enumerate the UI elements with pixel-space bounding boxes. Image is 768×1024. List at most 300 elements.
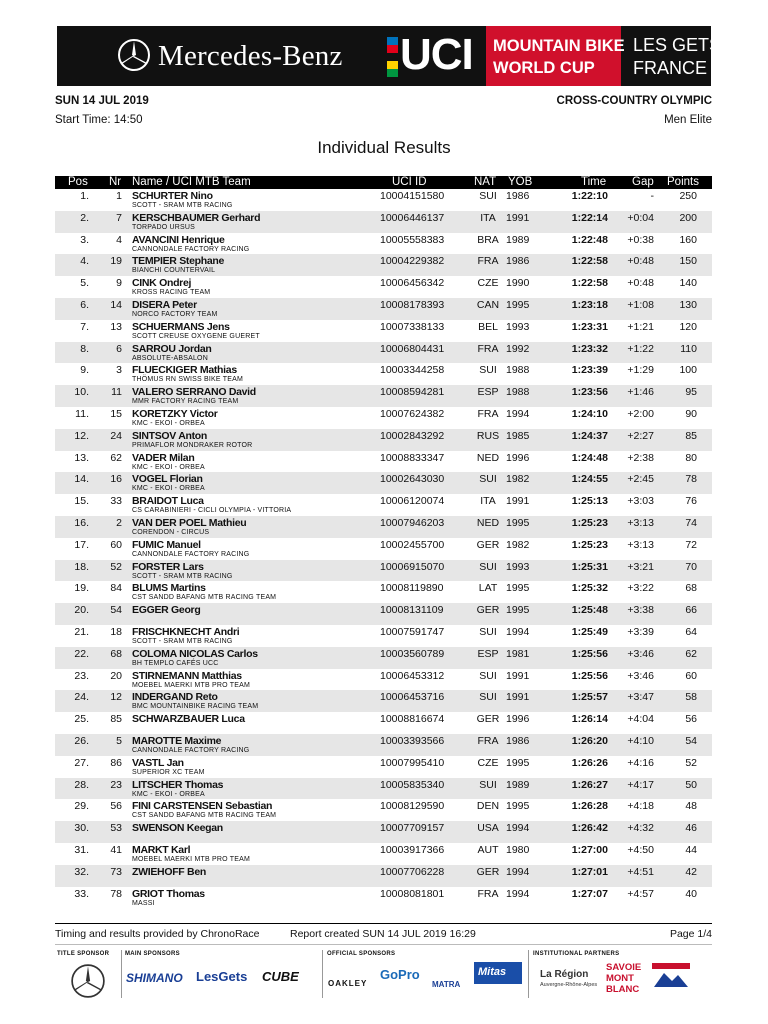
uci-id: 10008119890 (380, 582, 444, 595)
savoie-logo: SAVOIE (606, 962, 642, 973)
table-row (55, 712, 712, 734)
row-pos: 18. (74, 560, 89, 573)
time-gap: - (650, 190, 654, 202)
year-of-birth: 1995 (506, 800, 530, 813)
time-gap: +4:18 (627, 800, 654, 813)
year-of-birth: 1995 (506, 604, 530, 617)
race-category: Men Elite (664, 114, 712, 126)
row-nr: 56 (110, 800, 122, 813)
points: 70 (685, 560, 697, 573)
uci-id: 10006120074 (380, 495, 445, 508)
finish-time: 1:26:26 (571, 756, 608, 769)
row-nr: 86 (110, 756, 122, 769)
row-nr: 84 (110, 582, 122, 595)
report-created: Report created SUN 14 JUL 2019 16:29 (290, 928, 476, 940)
row-nr: 53 (110, 822, 122, 835)
points: 56 (685, 713, 697, 726)
nationality: SUI (479, 626, 497, 638)
row-nr: 6 (116, 342, 122, 355)
time-gap: +1:22 (627, 342, 654, 355)
table-row (55, 603, 712, 625)
row-nr: 2 (116, 517, 122, 529)
team-name: CANNONDALE FACTORY RACING (132, 245, 250, 253)
uci-id: 10008131109 (380, 604, 444, 617)
finish-time: 1:25:56 (571, 647, 608, 660)
finish-time: 1:25:48 (571, 604, 608, 617)
team-name: CANNONDALE FACTORY RACING (132, 747, 250, 754)
col-yob: YOB (508, 176, 533, 188)
points: 40 (685, 887, 697, 900)
team-name: CST SANDD BAFANG MTB RACING TEAM (132, 594, 277, 602)
table-row (55, 494, 712, 516)
row-pos: 29. (74, 800, 89, 813)
uci-id: 10007624382 (380, 408, 445, 420)
rider-name: BRAIDOT Luca (132, 495, 204, 508)
finish-time: 1:24:48 (571, 451, 608, 464)
points: 90 (685, 408, 697, 420)
uci-id: 10007946203 (380, 517, 445, 529)
row-nr: 78 (110, 887, 122, 900)
mercedes-star-icon (117, 38, 151, 72)
uci-id: 10007338133 (380, 320, 445, 333)
rider-name: FORSTER Lars (132, 560, 204, 573)
uci-id: 10007709157 (380, 822, 445, 835)
team-name: CANNONDALE FACTORY RACING (132, 550, 250, 558)
time-gap: +3:38 (627, 604, 654, 617)
sponsor-divider (528, 950, 529, 998)
nationality: FRA (477, 342, 499, 355)
rider-name: AVANCINI Henrique (132, 233, 225, 246)
finish-time: 1:27:00 (571, 844, 608, 856)
year-of-birth: 1985 (506, 429, 530, 442)
rider-name: KORETZKY Victor (132, 408, 218, 420)
finish-time: 1:25:13 (571, 495, 608, 508)
table-row (55, 734, 712, 756)
matra-logo: MATRA (432, 980, 461, 989)
nationality: GER (476, 713, 500, 726)
team-name: MOEBEL MAERKI MTB PRO TEAM (132, 856, 250, 863)
rider-name: COLOMA NICOLAS Carlos (132, 647, 258, 660)
table-row (55, 363, 712, 385)
year-of-birth: 1986 (506, 735, 530, 747)
time-gap: +1:29 (627, 364, 654, 377)
points: 44 (685, 844, 697, 856)
row-pos: 27. (74, 756, 89, 769)
col-points: Points (667, 176, 699, 188)
team-name: CST SANDD BAFANG MTB RACING TEAM (132, 812, 277, 820)
col-uci-id: UCI ID (392, 176, 427, 188)
team-name: BMC MOUNTAINBIKE RACING TEAM (132, 703, 259, 711)
rider-name: VALERO SERRANO David (132, 386, 256, 399)
team-name: BH TEMPLO CAFÉS UCC (132, 659, 219, 667)
uci-id: 10008816674 (380, 713, 445, 726)
row-nr: 13 (110, 320, 122, 333)
team-name: PRIMAFLOR MONDRAKER ROTOR (132, 441, 253, 449)
rider-name: SCHWARZBAUER Luca (132, 713, 245, 726)
points: 78 (685, 473, 697, 486)
rider-name: FLUECKIGER Mathias (132, 364, 237, 377)
mont-logo: MONT (606, 973, 634, 984)
row-pos: 8. (80, 342, 89, 355)
nationality: BRA (477, 233, 499, 246)
row-pos: 13. (74, 451, 89, 464)
points: 46 (685, 822, 697, 835)
points: 100 (679, 364, 697, 377)
uci-id: 10003344258 (380, 364, 445, 377)
finish-time: 1:25:23 (571, 517, 608, 529)
gopro-logo: GoPro (380, 967, 420, 982)
points: 110 (680, 342, 697, 355)
row-pos: 19. (74, 582, 89, 595)
year-of-birth: 1994 (506, 408, 530, 420)
rider-name: SCHUERMANS Jens (132, 320, 230, 333)
time-gap: +4:16 (627, 756, 654, 769)
col-pos: Pos (68, 176, 88, 188)
time-gap: +0:38 (627, 233, 654, 246)
rider-name: DISERA Peter (132, 299, 197, 311)
institutional-partners-label: INSTITUTIONAL PARTNERS (533, 951, 620, 957)
row-nr: 60 (110, 538, 122, 551)
nationality: LAT (478, 582, 498, 595)
team-name: CORENDON - CIRCUS (132, 529, 210, 536)
points: 52 (685, 756, 697, 769)
year-of-birth: 1988 (506, 386, 530, 399)
row-nr: 16 (110, 473, 122, 486)
row-pos: 30. (74, 822, 89, 835)
row-pos: 31. (74, 844, 89, 856)
time-gap: +1:08 (627, 299, 654, 311)
cube-logo: CUBE (262, 969, 299, 984)
title-sponsor-wordmark: Mercedes-Benz (158, 40, 343, 72)
rider-name: MAROTTE Maxime (132, 735, 222, 747)
la-region-logo: La Région (540, 969, 589, 980)
rider-name: SARROU Jordan (132, 342, 212, 355)
row-pos: 4. (80, 255, 89, 268)
rider-name: GRIOT Thomas (132, 887, 205, 900)
time-gap: +0:04 (627, 211, 654, 224)
time-gap: +4:51 (627, 865, 654, 878)
footer-rule (55, 923, 712, 924)
col-nr: Nr (109, 176, 122, 188)
table-row (55, 756, 712, 778)
nationality: GER (476, 538, 500, 551)
finish-time: 1:22:48 (571, 233, 608, 246)
col-gap: Gap (632, 176, 654, 188)
nationality: SUI (479, 190, 497, 202)
uci-id: 10003393566 (380, 735, 445, 747)
rider-name: SCHURTER Nino (132, 190, 213, 202)
team-name: ABSOLUTE-ABSALON (132, 354, 208, 362)
uci-id: 10006804431 (380, 342, 445, 355)
la-region-subtitle: Auvergne-Rhône-Alpes (540, 982, 598, 988)
uci-id: 10006453312 (380, 669, 445, 682)
points: 62 (685, 647, 697, 660)
finish-time: 1:24:55 (571, 473, 608, 486)
time-gap: +3:46 (627, 647, 654, 660)
row-pos: 6. (80, 299, 89, 311)
col-nat: NAT (474, 176, 497, 188)
team-name: SCOTT - SRAM MTB RACING (132, 202, 233, 209)
rider-name: ZWIEHOFF Ben (132, 865, 206, 878)
row-pos: 32. (74, 865, 89, 878)
row-nr: 19 (110, 255, 122, 268)
year-of-birth: 1981 (506, 647, 530, 660)
finish-time: 1:26:27 (571, 778, 608, 791)
table-row (55, 865, 712, 887)
race-date: SUN 14 JUL 2019 (55, 95, 149, 107)
finish-time: 1:22:14 (571, 211, 608, 224)
team-name: KMC - EKOI - ORBEA (132, 463, 205, 471)
year-of-birth: 1992 (506, 342, 530, 355)
time-gap: +3:22 (627, 582, 654, 595)
points: 160 (679, 233, 697, 246)
team-name: CS CARABINIERI - CICLI OLYMPIA - VITTORIA (132, 507, 292, 515)
row-pos: 21. (74, 626, 89, 638)
time-gap: +3:13 (627, 517, 654, 529)
uci-id: 10007706228 (380, 865, 445, 878)
row-nr: 24 (110, 429, 122, 442)
row-pos: 7. (80, 320, 89, 333)
points: 60 (685, 669, 697, 682)
row-nr: 73 (110, 865, 122, 878)
start-time: Start Time: 14:50 (55, 114, 143, 126)
nationality: SUI (479, 560, 497, 573)
table-row (55, 189, 712, 211)
time-gap: +3:39 (627, 626, 654, 638)
row-pos: 15. (74, 495, 89, 508)
time-gap: +2:27 (627, 429, 654, 442)
rider-name: BLUMS Martins (132, 582, 206, 595)
points: 74 (685, 517, 697, 529)
finish-time: 1:23:32 (571, 342, 608, 355)
year-of-birth: 1995 (506, 299, 530, 311)
row-pos: 11. (75, 408, 89, 420)
year-of-birth: 1996 (506, 451, 530, 464)
finish-time: 1:27:01 (571, 865, 608, 878)
team-name: KROSS RACING TEAM (132, 289, 211, 297)
finish-time: 1:26:42 (571, 822, 608, 835)
rider-name: TEMPIER Stephane (132, 255, 225, 268)
nationality: BEL (478, 320, 498, 333)
row-nr: 52 (110, 560, 122, 573)
year-of-birth: 1995 (506, 517, 530, 529)
table-row (55, 887, 712, 909)
uci-id: 10007591747 (380, 626, 445, 638)
points: 120 (679, 320, 697, 333)
timing-provider: Timing and results provided by ChronoRace (55, 928, 260, 940)
row-nr: 9 (116, 277, 122, 290)
blanc-logo: BLANC (606, 984, 640, 995)
points: 130 (679, 299, 697, 311)
row-nr: 15 (110, 408, 122, 420)
event-name-line1: MOUNTAIN BIKE (493, 37, 625, 55)
time-gap: +3:46 (627, 669, 654, 682)
team-name: MOEBEL MAERKI MTB PRO TEAM (132, 681, 250, 689)
uci-id: 10008129590 (380, 800, 445, 813)
table-row (55, 821, 712, 843)
finish-time: 1:26:20 (571, 735, 608, 747)
points: 50 (685, 778, 697, 791)
uci-id: 10006915070 (380, 560, 445, 573)
finish-time: 1:24:37 (571, 429, 608, 442)
finish-time: 1:23:18 (571, 299, 608, 311)
year-of-birth: 1993 (506, 320, 530, 333)
finish-time: 1:23:31 (571, 320, 608, 333)
year-of-birth: 1989 (506, 778, 530, 791)
uci-id: 10005558383 (380, 233, 445, 246)
team-name: MMR FACTORY RACING TEAM (132, 398, 239, 406)
nationality: NED (476, 517, 500, 529)
row-nr: 1 (116, 190, 122, 202)
sponsor-rule (55, 944, 712, 945)
nationality: USA (477, 822, 499, 835)
rider-name: INDERGAND Reto (132, 691, 218, 704)
row-nr: 68 (110, 647, 122, 660)
table-row (55, 516, 712, 538)
lesgets-logo: LesGets (196, 969, 248, 984)
table-row (55, 342, 712, 364)
team-name: NORCO FACTORY TEAM (132, 311, 218, 318)
row-pos: 12. (74, 429, 89, 442)
points: 95 (685, 386, 697, 399)
row-pos: 26. (74, 735, 89, 747)
uci-id: 10007995410 (380, 756, 445, 769)
row-nr: 5 (116, 735, 122, 747)
points: 64 (685, 626, 697, 638)
team-name: TORPADO URSUS (132, 223, 196, 231)
points: 66 (685, 604, 697, 617)
row-pos: 33. (74, 887, 89, 900)
row-pos: 23. (74, 669, 89, 682)
nationality: CZE (477, 277, 499, 290)
table-row (55, 799, 712, 821)
time-gap: +4:10 (627, 735, 654, 747)
uci-id: 10008178393 (380, 299, 445, 311)
oakley-logo: OAKLEY (328, 979, 368, 988)
sponsor-divider (121, 950, 122, 998)
table-row (55, 560, 712, 582)
official-sponsors-label: OFFICIAL SPONSORS (327, 951, 396, 957)
table-row (55, 451, 712, 473)
row-pos: 16. (74, 517, 89, 529)
uci-id: 10005835340 (380, 778, 445, 791)
finish-time: 1:25:32 (571, 582, 608, 595)
year-of-birth: 1986 (506, 190, 530, 202)
row-pos: 24. (74, 691, 89, 704)
rider-name: MARKT Karl (132, 844, 191, 856)
row-nr: 20 (110, 669, 122, 682)
points: 42 (685, 865, 697, 878)
year-of-birth: 1995 (506, 756, 530, 769)
finish-time: 1:26:28 (571, 800, 608, 813)
uci-rainbow-stripes (387, 37, 398, 77)
uci-id: 10006456342 (380, 277, 445, 290)
team-name: KMC - EKOI - ORBEA (132, 485, 205, 493)
nationality: DEN (476, 800, 500, 813)
team-name: KMC - EKOI - ORBEA (132, 420, 205, 427)
row-nr: 41 (110, 844, 122, 856)
points: 85 (685, 429, 697, 442)
row-nr: 23 (110, 778, 122, 791)
row-nr: 12 (110, 691, 122, 704)
table-row (55, 320, 712, 342)
rider-name: SINTSOV Anton (132, 429, 208, 442)
col-time: Time (581, 176, 607, 188)
time-gap: +2:45 (627, 473, 654, 486)
finish-time: 1:23:39 (571, 364, 608, 377)
team-name: SUPERIOR XC TEAM (132, 768, 205, 776)
row-nr: 18 (110, 626, 122, 638)
venue-line2: FRANCE (633, 58, 708, 78)
nationality: RUS (476, 429, 500, 442)
finish-time: 1:25:23 (571, 538, 608, 551)
uci-id: 10004229382 (380, 255, 445, 268)
nationality: GER (476, 865, 500, 878)
shimano-logo: SHIMANO (126, 971, 183, 985)
finish-time: 1:26:14 (571, 713, 608, 726)
table-row (55, 407, 712, 429)
points: 76 (685, 495, 697, 508)
uci-id: 10002643030 (380, 473, 445, 486)
col-name: Name / UCI MTB Team (132, 176, 251, 188)
finish-time: 1:22:58 (571, 277, 608, 290)
points: 58 (685, 691, 697, 704)
finish-time: 1:25:57 (571, 691, 608, 704)
table-row (55, 843, 712, 865)
row-nr: 85 (110, 713, 122, 726)
team-name: BIANCHI COUNTERVAIL (132, 267, 216, 275)
finish-time: 1:25:49 (571, 626, 608, 638)
finish-time: 1:22:10 (571, 190, 608, 202)
nationality: SUI (479, 364, 497, 377)
uci-id: 10004151580 (380, 190, 445, 202)
table-row (55, 211, 712, 233)
points: 54 (685, 735, 697, 747)
race-discipline: CROSS-COUNTRY OLYMPIC (556, 95, 712, 107)
points: 48 (685, 800, 697, 813)
row-nr: 11 (111, 386, 122, 399)
row-nr: 33 (110, 495, 122, 508)
rider-name: VADER Milan (132, 451, 195, 464)
row-pos: 14. (74, 473, 89, 486)
row-pos: 22. (74, 647, 89, 660)
nationality: SUI (479, 778, 497, 791)
row-pos: 1. (80, 190, 89, 202)
year-of-birth: 1980 (506, 844, 530, 856)
table-row (55, 472, 712, 494)
team-name: KMC - EKOI - ORBEA (132, 790, 205, 798)
rider-name: VOGEL Florian (132, 473, 203, 486)
time-gap: +4:17 (627, 778, 654, 791)
time-gap: +4:57 (627, 887, 654, 900)
nationality: FRA (477, 735, 499, 747)
row-nr: 3 (116, 364, 122, 377)
table-header (55, 176, 712, 189)
nationality: CAN (476, 299, 500, 311)
year-of-birth: 1991 (506, 669, 530, 682)
nationality: ESP (477, 647, 499, 660)
rider-name: FUMIC Manuel (132, 538, 201, 551)
sponsor-divider (322, 950, 323, 998)
row-pos: 5. (80, 277, 89, 290)
nationality: SUI (479, 691, 497, 704)
row-nr: 4 (116, 233, 122, 246)
row-pos: 3. (80, 233, 89, 246)
page-title: Individual Results (317, 138, 451, 157)
uci-id: 10002455700 (380, 538, 445, 551)
row-pos: 9. (80, 364, 89, 377)
table-row (55, 778, 712, 800)
